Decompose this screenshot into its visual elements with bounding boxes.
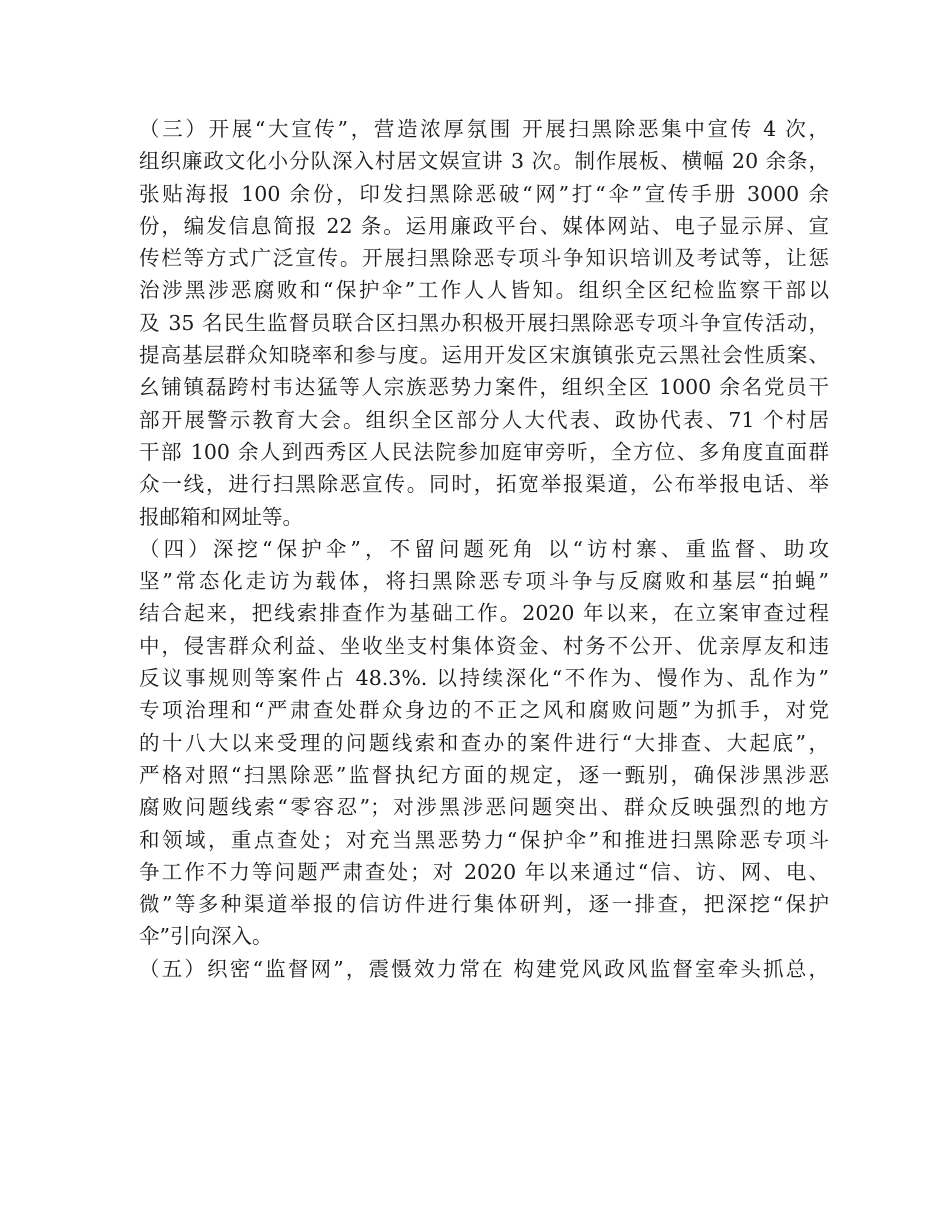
- text-line: 干部 100 余人到西秀区人民法院参加庭审旁听，全方位、多角度直面群: [139, 439, 829, 464]
- text-line: 份，编发信息简报 22 条。运用廉政平台、媒体网站、电子显示屏、宣: [139, 213, 829, 238]
- text-line: （三）开展“大宣传”，营造浓厚氛围 开展扫黑除恶集中宣传 4 次，: [139, 117, 829, 141]
- text-line: 结合起来，把线索排查作为基础工作。2020 年以来，在立案审查过程: [139, 601, 829, 626]
- text-line: 专项治理和“严肃查处群众身边的不正之风和腐败问题”为抓手，对党: [139, 698, 829, 723]
- document-body: [139, 113, 829, 985]
- text-line: （四）深挖“保护伞”，不留问题死角 以“访村寨、重监督、助攻: [139, 536, 829, 561]
- paragraph-section-five: [139, 953, 829, 985]
- text-line: （五）织密“监督网”，震慑效力常在 构建党风政风监督室牵头抓总，: [139, 956, 829, 981]
- text-line-last: 伞”引向深入。: [139, 924, 273, 949]
- text-line: 及 35 名民生监督员联合区扫黑办积极开展扫黑除恶专项斗争宣传活动，: [139, 310, 829, 335]
- text-line: 和领域，重点查处；对充当黑恶势力“保护伞”和推进扫黑除恶专项斗: [139, 827, 829, 852]
- text-line: 张贴海报 100 余份，印发扫黑除恶破“网”打“伞”宣传手册 3000 余: [139, 181, 829, 206]
- text-line: 中，侵害群众利益、坐收坐支村集体资金、村务不公开、优亲厚友和违: [139, 633, 829, 658]
- text-line: 严格对照“扫黑除恶”监督执纪方面的规定，逐一甄别，确保涉黑涉恶: [139, 762, 829, 787]
- text-line: 组织廉政文化小分队深入村居文娱宣讲 3 次。制作展板、横幅 20 余条，: [139, 149, 829, 174]
- text-line: 部开展警示教育大会。组织全区部分人大代表、政协代表、71 个村居: [139, 407, 829, 432]
- text-line: 传栏等方式广泛宣传。开展扫黑除恶专项斗争知识培训及考试等，让惩: [139, 246, 829, 271]
- text-line: 幺铺镇磊跨村韦达猛等人宗族恶势力案件，组织全区 1000 余名党员干: [139, 375, 829, 400]
- text-line: 反议事规则等案件占 48.3%. 以持续深化“不作为、慢作为、乱作为”: [139, 666, 829, 691]
- paragraph-section-three: [139, 113, 829, 533]
- text-line: 争工作不力等问题严肃查处；对 2020 年以来通过“信、访、网、电、: [139, 859, 829, 884]
- text-line: 坚”常态化走访为载体，将扫黑除恶专项斗争与反腐败和基层“拍蝇”: [139, 569, 829, 594]
- paragraph-section-four: [139, 533, 829, 953]
- text-line-last: 报邮箱和网址等。: [139, 504, 303, 529]
- text-line: 治涉黑涉恶腐败和“保护伞”工作人人皆知。组织全区纪检监察干部以: [139, 278, 829, 303]
- text-line: 腐败问题线索“零容忍”；对涉黑涉恶问题突出、群众反映强烈的地方: [139, 795, 829, 820]
- text-line: 的十八大以来受理的问题线索和查办的案件进行“大排查、大起底”，: [139, 730, 829, 755]
- text-line: 众一线，进行扫黑除恶宣传。同时，拓宽举报渠道，公布举报电话、举: [139, 472, 829, 497]
- text-line: 微”等多种渠道举报的信访件进行集体研判，逐一排查，把深挖“保护: [139, 892, 829, 917]
- text-line: 提高基层群众知晓率和参与度。运用开发区宋旗镇张克云黑社会性质案、: [139, 343, 829, 368]
